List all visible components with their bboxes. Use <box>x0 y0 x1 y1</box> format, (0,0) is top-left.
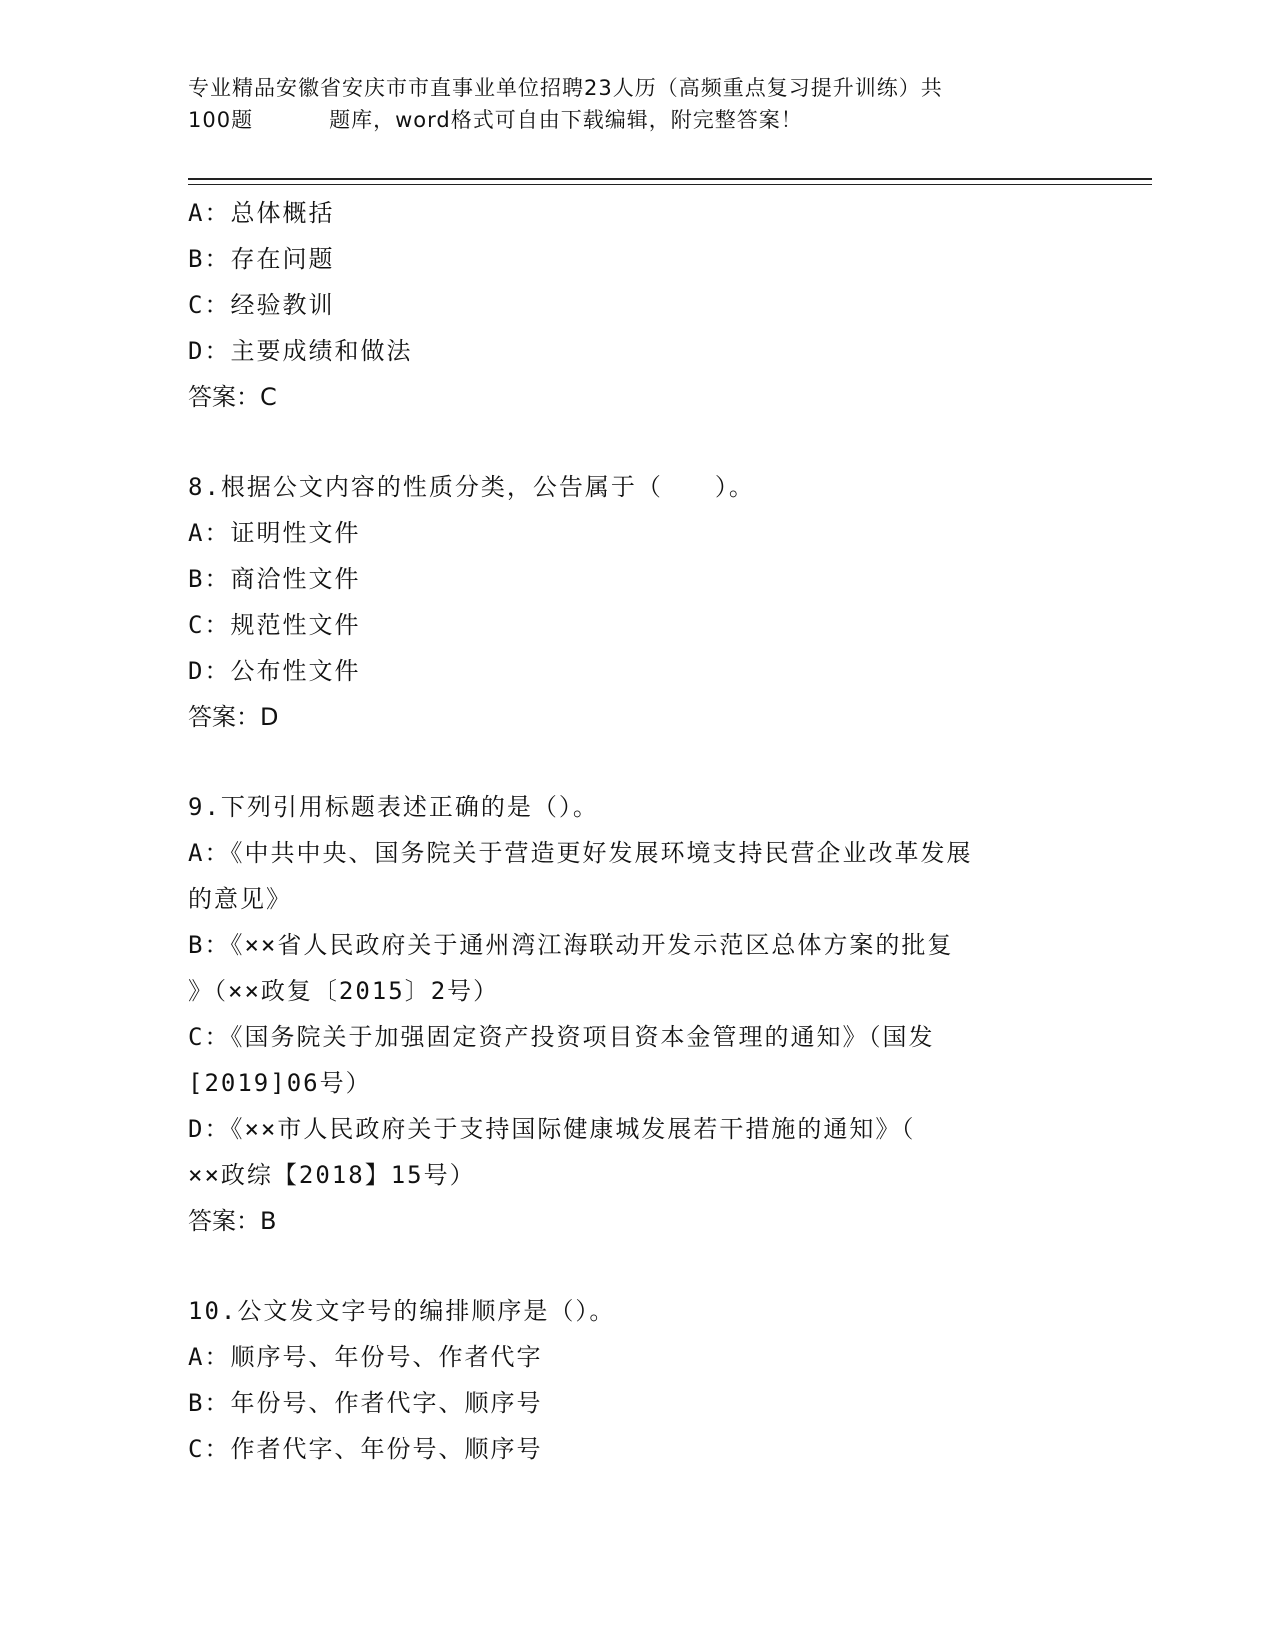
option-d-line1: D：《××市人民政府关于支持国际健康城发展若干措施的通知》（ <box>188 1115 916 1143</box>
option-c-line2: [2019]06号） <box>188 1069 372 1097</box>
document-header <box>188 72 1068 136</box>
question-text: 9.下列引用标题表述正确的是（）。 <box>188 793 599 821</box>
answer: 答案：C <box>188 383 277 411</box>
question-block-8 <box>188 464 1088 740</box>
question-text: 10.公文发文字号的编排顺序是（）。 <box>188 1297 616 1325</box>
option-a-line1: A：《中共中央、国务院关于营造更好发展环境支持民营企业改革发展 <box>188 839 973 867</box>
question-block-7 <box>188 190 1088 420</box>
question-block-9 <box>188 784 1088 1244</box>
option-b: B：商洽性文件 <box>188 565 361 593</box>
header-count: 100题 <box>188 108 254 132</box>
header-title-line2 <box>188 104 1068 136</box>
option-b: B：存在问题 <box>188 245 335 273</box>
question-text: 8.根据公文内容的性质分类，公告属于（ ）。 <box>188 473 755 501</box>
option-c: C：作者代字、年份号、顺序号 <box>188 1435 543 1463</box>
answer: 答案：D <box>188 703 279 731</box>
question-content <box>188 190 1088 1472</box>
option-b: B：年份号、作者代字、顺序号 <box>188 1389 543 1417</box>
header-title-line1: 专业精品安徽省安庆市市直事业单位招聘23人历（高频重点复习提升训练）共 <box>188 76 943 100</box>
question-block-10 <box>188 1288 1088 1472</box>
option-b-line1: B：《××省人民政府关于通州湾江海联动开发示范区总体方案的批复 <box>188 931 954 959</box>
option-a: A：证明性文件 <box>188 519 361 547</box>
option-d-line2: ××政综【2018】15号） <box>188 1161 476 1189</box>
option-b-line2: 》（××政复〔2015〕2号） <box>188 977 500 1005</box>
option-d: D：公布性文件 <box>188 657 361 685</box>
option-c: C：经验教训 <box>188 291 335 319</box>
header-divider-thick <box>188 178 1152 180</box>
header-divider-thin <box>188 184 1152 185</box>
option-d: D：主要成绩和做法 <box>188 337 413 365</box>
option-a: A：总体概括 <box>188 199 335 227</box>
header-description: 题库，word格式可自由下载编辑，附完整答案！ <box>329 108 803 132</box>
option-a-line2: 的意见》 <box>188 885 292 913</box>
option-c: C：规范性文件 <box>188 611 361 639</box>
option-a: A：顺序号、年份号、作者代字 <box>188 1343 543 1371</box>
answer: 答案：B <box>188 1207 277 1235</box>
option-c-line1: C：《国务院关于加强固定资产投资项目资本金管理的通知》（国发 <box>188 1023 935 1051</box>
